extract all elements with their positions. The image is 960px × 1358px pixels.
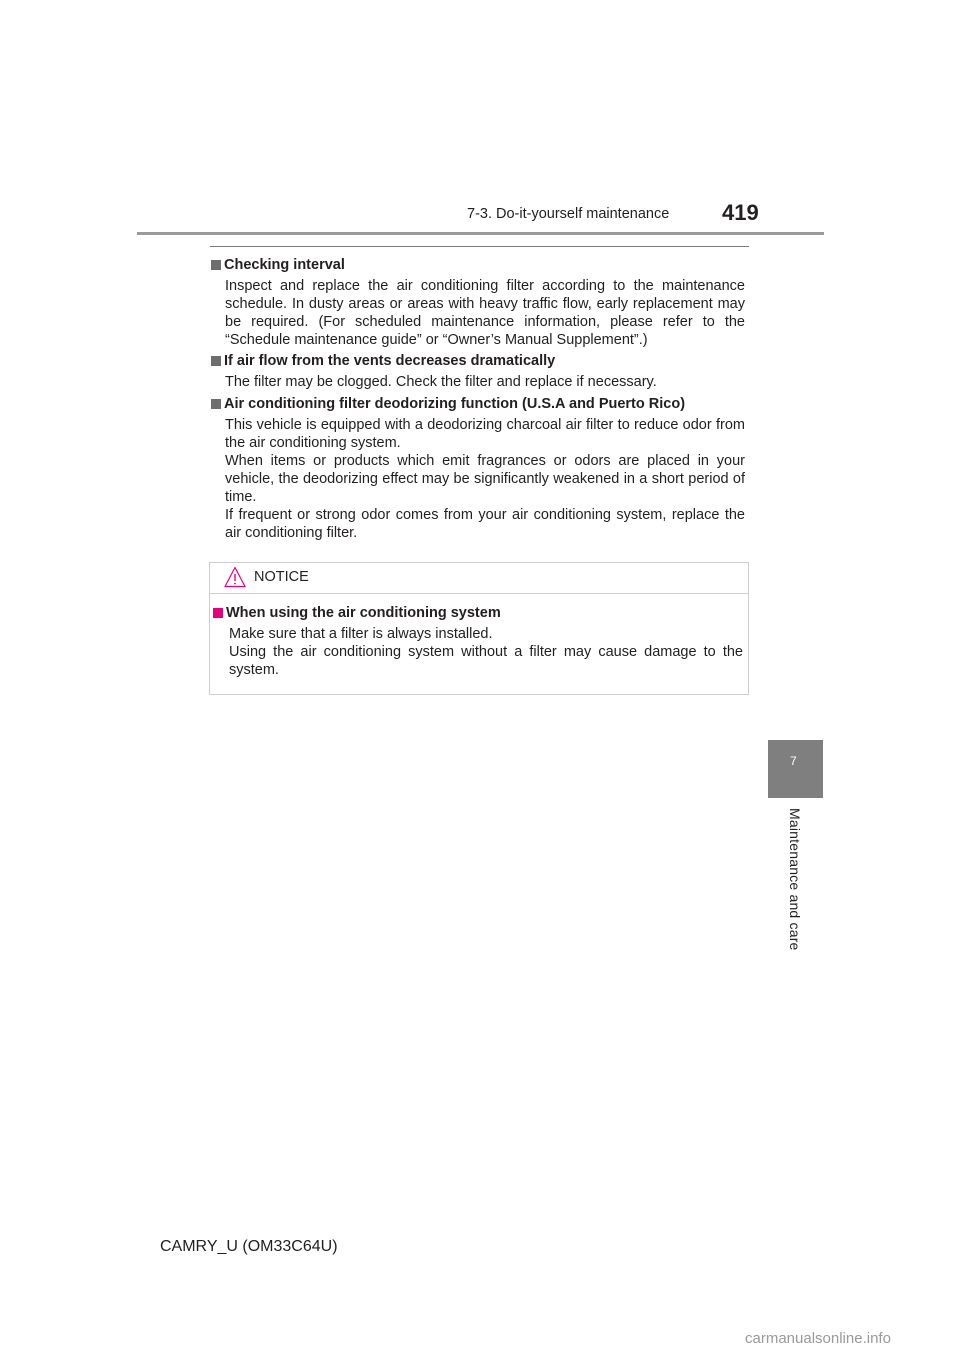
notice-paragraph: Using the air conditioning system without a filter may cause damage to the system. (229, 644, 743, 678)
header-rule (137, 232, 824, 235)
square-bullet-icon (211, 356, 221, 366)
notice-header (210, 563, 748, 594)
notice-body (213, 604, 743, 679)
notice-heading (213, 604, 743, 622)
square-bullet-icon (211, 399, 221, 409)
section-checking-interval (211, 256, 745, 349)
section-paragraph: When items or products which emit fragrances or odors are placed in your vehicle, the deodorizing effect may be significantly weakened in a short period of time. (225, 453, 745, 505)
section-paragraph: This vehicle is equipped with a deodorizing charcoal air filter to reduce odor from the air conditioning system. (225, 417, 745, 451)
section-heading-text: Air conditioning filter deodorizing function (U.S.A and Puerto Rico) (224, 396, 686, 412)
notice-heading-text: When using the air conditioning system (226, 605, 501, 621)
section-deodorizing (211, 395, 745, 542)
section-heading (211, 256, 745, 274)
notice-paragraph: Make sure that a filter is always installed. (229, 626, 493, 642)
notice-box (209, 562, 749, 695)
chapter-label: Maintenance and care (787, 808, 803, 951)
section-paragraph: The filter may be clogged. Check the filter and replace if necessary. (225, 374, 657, 390)
chapter-number: 7 (790, 754, 797, 768)
footer-model-code: CAMRY_U (OM33C64U) (160, 1238, 338, 1255)
section-heading-text: If air flow from the vents decreases dramatically (224, 353, 556, 369)
notice-title: NOTICE (254, 569, 309, 585)
chapter-tab (768, 740, 823, 798)
watermark: carmanualsonline.info (745, 1330, 891, 1347)
section-heading (211, 395, 745, 413)
content-rule (210, 246, 749, 247)
section-paragraph: If frequent or strong odor comes from your air conditioning system, replace the air conditioning filter. (225, 507, 745, 541)
section-air-flow (211, 352, 745, 391)
square-bullet-icon (211, 260, 221, 270)
section-heading-text: Checking interval (224, 257, 345, 273)
page-number: 419 (722, 200, 759, 225)
header-section-title: 7-3. Do-it-yourself maintenance (467, 206, 670, 222)
section-paragraph: Inspect and replace the air conditioning filter according to the maintenance schedule. In dusty areas or areas with heavy traffic flow, early replacement may be required. (For scheduled maintenance information, please refer to the “Schedule maintenance guide” or “Owner’s Manual Supplement”.) (225, 278, 745, 348)
section-heading (211, 352, 745, 370)
square-bullet-icon (213, 608, 223, 618)
warning-triangle-icon (224, 566, 246, 588)
